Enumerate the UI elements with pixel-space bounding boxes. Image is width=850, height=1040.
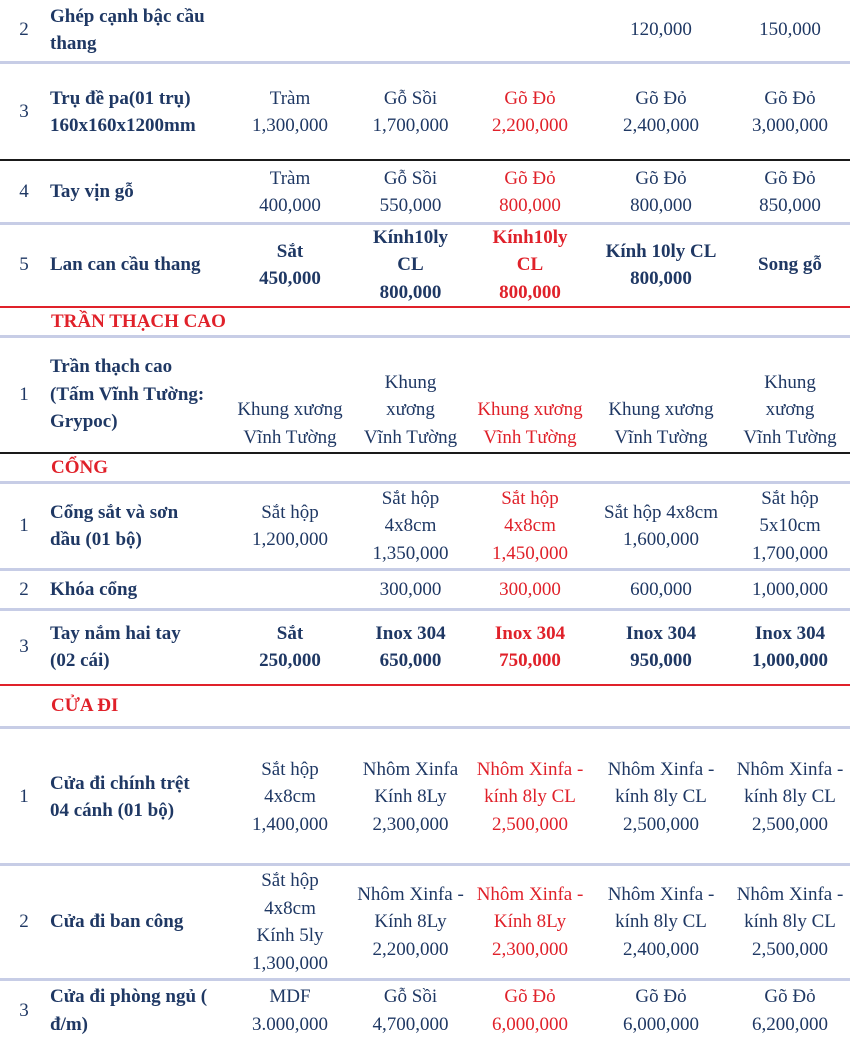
price-cell: Inox 304 750,000 [494, 622, 566, 671]
item-name: Khóa cổng [50, 579, 138, 601]
row-divider [0, 159, 850, 161]
table-row [0, 612, 850, 682]
row-divider [0, 61, 850, 64]
row-number: 1 [19, 786, 29, 808]
price-cell: 300,000 [499, 579, 561, 601]
price-cell: Gỗ Sồi 1,700,000 [372, 87, 449, 136]
price-cell: Gỗ Sồi 550,000 [379, 167, 442, 216]
price-cell: Kính 10ly CL 800,000 [605, 240, 717, 289]
price-cell: Nhôm Xinfa - kính 8ly CL 2,500,000 [736, 883, 844, 960]
price-cell: 120,000 [630, 19, 692, 41]
price-cell: Nhôm Xinfa - kính 8ly CL 2,400,000 [607, 883, 715, 960]
price-cell: Tràm 400,000 [259, 167, 321, 216]
section-heading: TRẦN THẠCH CAO [51, 311, 226, 332]
price-cell: Sắt hộp 4x8cm 1,350,000 [372, 487, 449, 564]
item-name: Cổng sắt và sơn dầu (01 bộ) [50, 501, 179, 550]
row-number: 1 [19, 515, 29, 537]
price-cell: Sắt 450,000 [259, 240, 321, 289]
table-row [0, 339, 850, 451]
price-cell: Khung xương Vĩnh Tường [608, 399, 714, 448]
price-cell: Sắt hộp 5x10cm 1,700,000 [752, 487, 828, 564]
row-number: 3 [19, 999, 29, 1021]
row-divider [0, 306, 850, 308]
row-divider [0, 568, 850, 571]
price-cell: Khung xương Vĩnh Tường [237, 399, 343, 448]
section-heading: CỔNG [51, 457, 108, 478]
price-cell: 150,000 [759, 19, 821, 41]
item-name: Lan can cầu thang [50, 254, 201, 276]
price-cell: Tràm 1,300,000 [252, 87, 328, 136]
price-cell: Gỗ Sồi 4,700,000 [372, 986, 449, 1035]
price-cell: Khung xương Vĩnh Tường [743, 371, 837, 448]
table-row [0, 981, 850, 1040]
row-number: 2 [19, 579, 29, 601]
row-divider [0, 684, 850, 686]
price-cell: Gõ Đỏ 800,000 [499, 167, 561, 216]
table-row [0, 0, 850, 60]
table-row [0, 66, 850, 158]
table-row [0, 484, 850, 568]
price-cell: Gõ Đỏ 2,400,000 [623, 87, 699, 136]
price-cell: Khung xương Vĩnh Tường [363, 371, 458, 448]
table-row [0, 162, 850, 222]
item-name: Trụ đề pa(01 trụ) 160x160x1200mm [50, 87, 196, 136]
price-cell: Nhôm Xinfa - Kính 8Ly 2,200,000 [357, 883, 464, 960]
row-number: 4 [19, 181, 29, 203]
price-cell: Nhôm Xinfa - Kính 8Ly 2,300,000 [476, 883, 584, 960]
price-cell: Sắt hộp 1,200,000 [252, 501, 328, 550]
price-cell: Nhôm Xinfa Kính 8Ly 2,300,000 [362, 758, 459, 835]
price-cell: 300,000 [379, 579, 442, 601]
row-divider [0, 452, 850, 454]
row-number: 5 [19, 254, 29, 276]
price-cell: Song gỗ [758, 254, 822, 276]
price-cell: Nhôm Xinfa - kính 8ly CL 2,500,000 [736, 758, 844, 835]
table-row [0, 731, 850, 863]
price-cell: Sắt hộp 4x8cm Kính 5ly 1,300,000 [252, 870, 328, 974]
price-cell: Inox 304 1,000,000 [752, 622, 828, 671]
price-cell: Gõ Đỏ 6,000,000 [492, 986, 568, 1035]
row-number: 2 [19, 19, 29, 41]
row-number: 3 [19, 636, 29, 658]
price-cell: Sắt hộp 4x8cm 1,600,000 [604, 501, 718, 550]
row-number: 3 [19, 101, 29, 123]
price-cell: Sắt hộp 4x8cm 1,400,000 [252, 758, 328, 835]
price-cell: Gõ Đỏ 800,000 [630, 167, 692, 216]
table-row [0, 225, 850, 305]
price-cell: Gõ Đỏ 850,000 [759, 167, 821, 216]
price-cell: 1,000,000 [752, 579, 828, 601]
row-divider [0, 335, 850, 338]
price-cell: Nhôm Xinfa - kính 8ly CL 2,500,000 [607, 758, 715, 835]
price-cell: Sắt hộp 4x8cm 1,450,000 [492, 487, 568, 564]
price-cell: Sắt 250,000 [259, 622, 321, 671]
price-cell: Gõ Đỏ 2,200,000 [492, 87, 568, 136]
price-cell: Khung xương Vĩnh Tường [477, 399, 583, 448]
item-name: Tay vịn gỗ [50, 181, 134, 203]
item-name: Cửa đi chính trệt 04 cánh (01 bộ) [50, 772, 190, 821]
row-divider [0, 726, 850, 729]
price-cell: Gõ Đỏ 6,200,000 [752, 986, 828, 1035]
section-heading: CỬA ĐI [51, 695, 119, 716]
table-row [0, 572, 850, 608]
row-number: 1 [19, 384, 29, 406]
price-cell: MDF 3.000,000 [252, 986, 328, 1035]
price-cell: Gõ Đỏ 6,000,000 [623, 986, 699, 1035]
table-row [0, 866, 850, 978]
price-cell: Kính10ly CL 800,000 [492, 226, 568, 303]
item-name: Trần thạch cao (Tấm Vĩnh Tường: Grypoc) [50, 356, 205, 432]
price-cell: Nhôm Xinfa - kính 8ly CL 2,500,000 [476, 758, 584, 835]
row-number: 2 [19, 911, 29, 933]
price-cell: Inox 304 650,000 [375, 622, 446, 671]
price-cell: 600,000 [630, 579, 692, 601]
item-name: Cửa đi phòng ngủ ( đ/m) [50, 986, 208, 1035]
price-cell: Inox 304 950,000 [625, 622, 697, 671]
price-cell: Kính10ly CL 800,000 [373, 226, 448, 303]
price-cell: Gõ Đỏ 3,000,000 [752, 87, 828, 136]
item-name: Ghép cạnh bậc cầu thang [50, 5, 205, 54]
item-name: Cửa đi ban công [50, 911, 184, 933]
item-name: Tay nắm hai tay (02 cái) [50, 622, 181, 671]
row-divider [0, 608, 850, 611]
